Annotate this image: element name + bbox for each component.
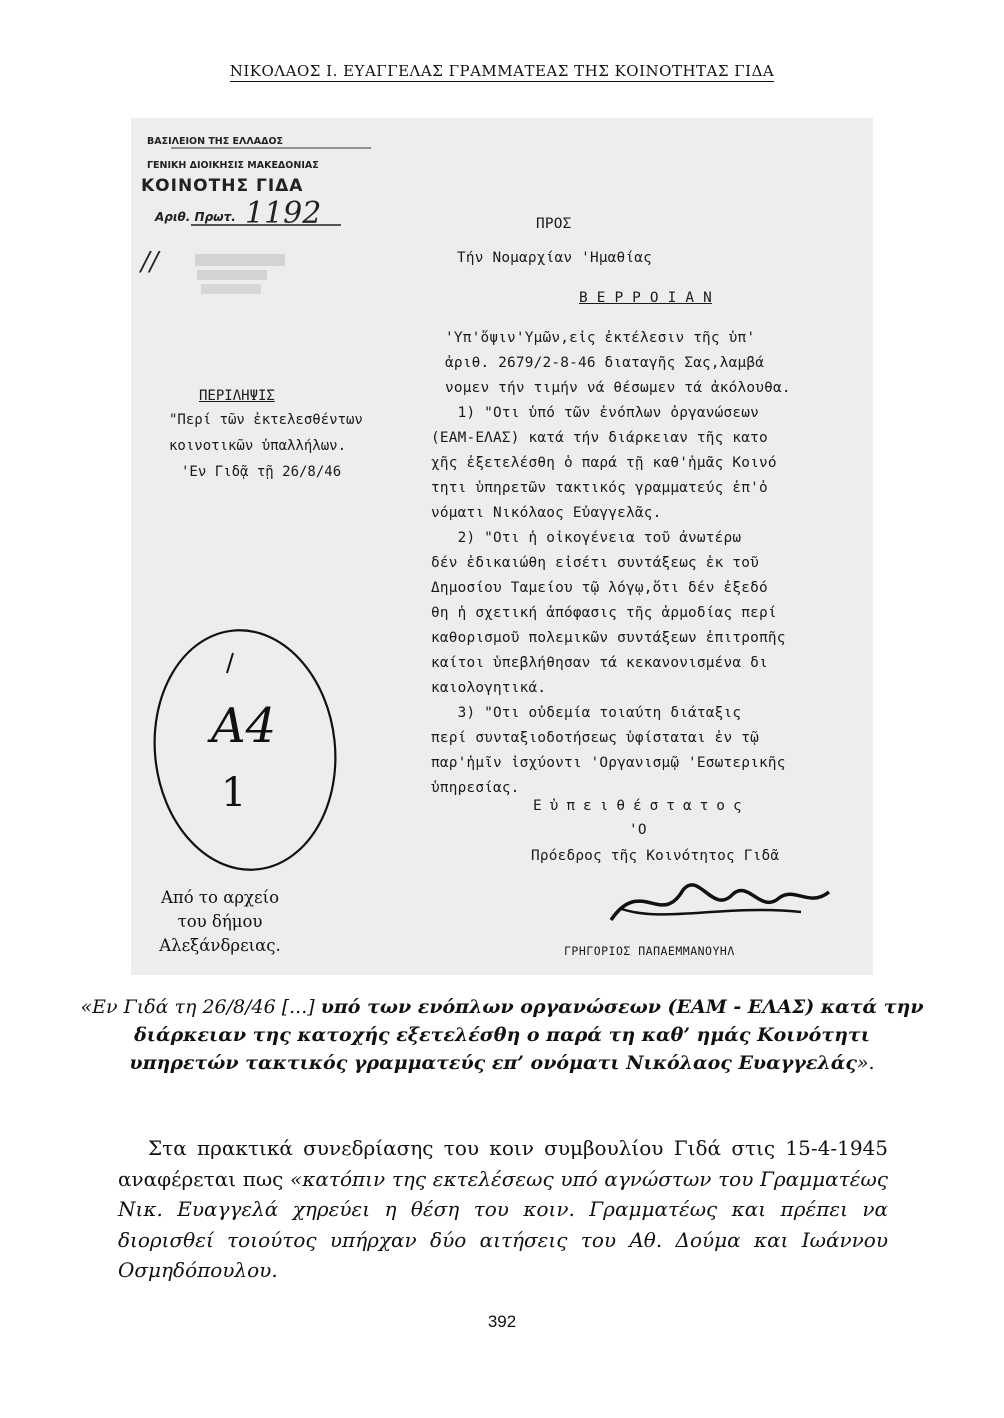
recipient-to: ΠΡΟΣ [536,216,572,232]
scanned-letter [131,118,873,975]
stamp-protocol-number: 1192 [245,196,322,231]
body-line: 3) "Οτι οὐδεμία τοιαύτη διάταξις [431,705,742,721]
stamp-directorate: ΓΕΝΙΚΗ ΔΙΟΙΚΗΣΙΣ ΜΑΚΕΔΟΝΙΑΣ [147,160,319,171]
body-line: ὑπηρεσίας. [431,780,520,796]
caption-quote: υπό των ενόπλων οργανώσεων (ΕΑΜ - ΕΛΑΣ) κατά την διάρκειαν της κατοχής εξετελέσθη ο παρά τη καθ’ ημάς Κοινότητι υπηρετών τακτικός γραμματεύς επ’ ονόματι Νικόλαος Ευαγγελάς [129,996,924,1074]
body-line: καίτοι ὑπεβλήθησαν τά κεκανονισμένα δι [431,655,768,671]
image-caption [80,993,924,1077]
stamp-community: ΚΟΙΝΟΤΗΣ ΓΙΔΑ [141,176,304,196]
body-line: Δημοσίου Ταμείου τῷ λόγῳ,ὅτι δέν ἐξεδό [431,580,768,596]
subject-line-3: 'Εν Γιδᾷ τῇ 26/8/46 [181,464,342,480]
subject-line-1: "Περί τῶν ἐκτελεσθέντων [169,412,363,428]
body-line: νόματι Νικόλαος Εὐαγγελᾶς. [431,505,662,521]
stamp-protocol-label: Αριθ. Πρωτ. [155,210,236,224]
handwritten-mark-top: Α4 [211,698,277,754]
body-line: τητι ὑπηρετῶν τακτικός γραμματεύς ἐπ'ὀ [431,480,768,496]
closing: Εὐπειθέστατος [533,798,750,814]
body-line: θη ἡ σχετική ἀπόφασις τῆς ἁρμοδίας περί [431,605,777,621]
paragraph-intro: Στα πρακτικά συνεδρίασης του κοιν συμβουλίου Γιδά στις 15-4-1945 αναφέρεται πως [118,1136,888,1191]
body-paragraph [118,1133,888,1286]
subject-title: ΠΕΡΙΛΗΨΙΣ [199,388,275,404]
caption-part3: ». [856,1052,875,1074]
smudge-2 [197,270,267,280]
recipient-city: Β Ε Ρ Ρ Ο Ι Α Ν [579,290,712,306]
body-line: καιολογητικά. [431,680,547,696]
caption-part1: «Εν Γιδά τη 26/8/46 [...] [80,996,321,1018]
closing-article: 'Ο [629,822,647,838]
running-header-title: ΝΙΚΟΛΑΟΣ Ι. ΕΥΑΓΓΕΛΑΣ ΓΡΑΜΜΑΤΕΑΣ ΤΗΣ ΚΟΙΝΟΤΗΤΑΣ ΓΙΔΑ [229,62,775,80]
signer-title: Πρόεδρος τῆς Κοινότητος Γιδᾶ [531,848,780,864]
smudge-3 [201,284,261,294]
body-line: περί συνταξιοδοτήσεως ὑφίσταται ἐν τῷ [431,730,759,746]
body-line: χῆς ἐξετελέσθη ὁ παρά τῇ καθ'ἡμᾶς Κοινό [431,455,777,471]
circle-hand-1 [227,653,233,673]
signer-name: ΓΡΗΓΟΡΙΟΣ ΠΑΠΑΕΜΜΑΝΟΥΗΛ [564,944,735,958]
body-line: παρ'ἡμῖν ἰσχύοντι 'Οργανισμῷ 'Εσωτερικῆς [431,755,786,771]
body-line: 2) "Οτι ἡ οἰκογένεια τοῦ ἀνωτέρω [431,530,742,546]
body-line: (ΕΑΜ-ΕΛΑΣ) κατά τήν διάρκειαν τῆς κατο [431,430,768,446]
recipient-office: Τήν Νομαρχίαν 'Ημαθίας [457,250,653,266]
body-line: 'Υπ'ὄψιν'Υμῶν,εἰς ἐκτέλεσιν τῆς ὑπ' [445,330,756,346]
smudge-1 [195,254,285,266]
paragraph-quote: «κατόπιν της εκτελέσεως υπό αγνώστων του Γραμματέως Νικ. Ευαγγελά χηρεύει η θέση του κοιν. Γραμματέως και πρέπει να διορισθεί τοιούτος υπήρχαν δύο αιτήσεις του Αθ. Δούμα και Ιωάννου Οσμηδόπουλου. [118,1166,888,1282]
body-line: 1) "Οτι ὑπό τῶν ἐνόπλων ὀργανώσεων [431,405,759,421]
archive-note: Από το αρχείο του δήμου Αλεξάνδρειας. [159,888,281,955]
signature-mark [601,868,841,938]
margin-slash: // [141,247,159,277]
body-line: ἀριθ. 2679/2-8-46 διαταγῆς Σας,λαμβά [445,355,765,371]
body-line: δέν ἐδικαιώθη εἰσέτι συντάξεως ἐκ τοῦ [431,555,759,571]
running-header [0,62,1004,80]
scan-marks [131,118,873,975]
subject-line-2: κοινοτικῶν ὑπαλλήλων. [169,438,347,454]
page-number: 392 [487,1312,517,1331]
body-line: νομεν τήν τιμήν νά θέσωμεν τά ἀκόλουθα. [445,380,791,396]
stamp-kingdom: ΒΑΣΙΛΕΙΟΝ ΤΗΣ ΕΛΛΑΔΟΣ [147,136,284,147]
handwritten-mark-bottom: 1 [221,770,247,816]
body-line: καθορισμοῦ πολεμικῶν συντάξεων ἐπιτροπῆς [431,630,786,646]
